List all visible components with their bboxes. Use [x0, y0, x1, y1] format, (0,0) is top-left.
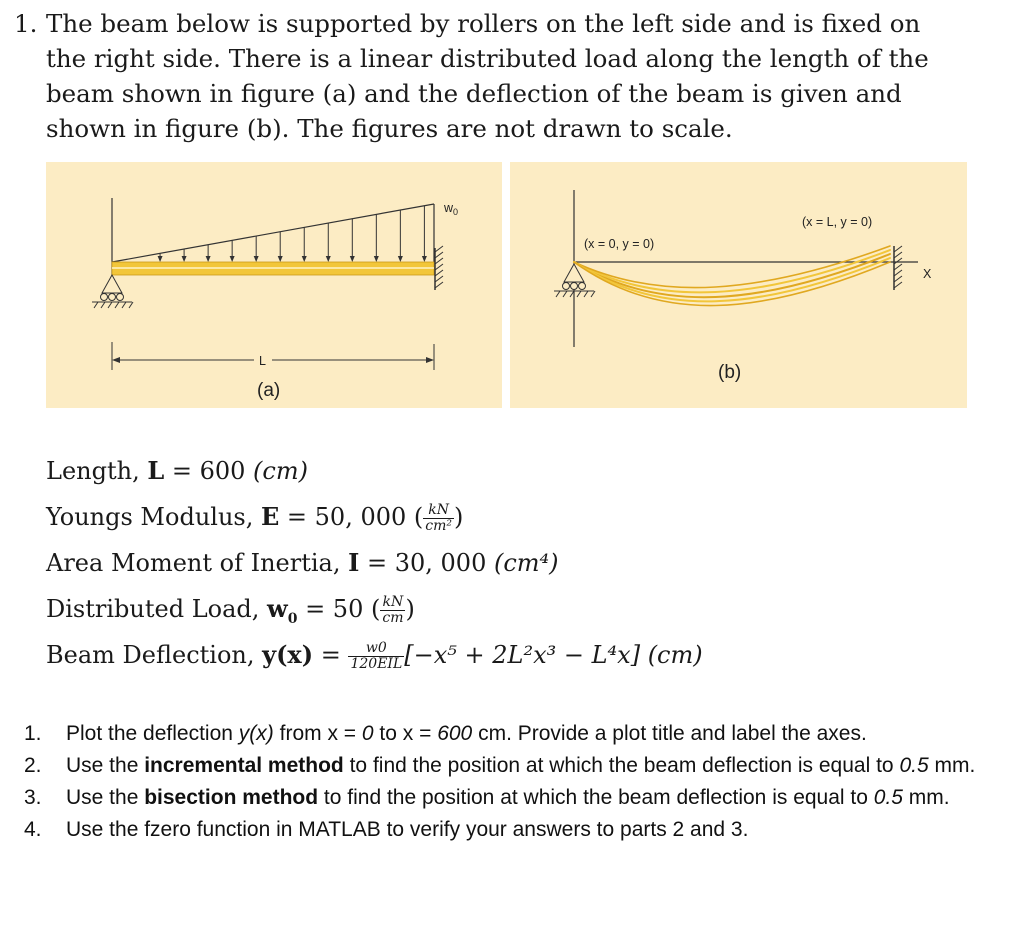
- task-number: 2.: [24, 754, 42, 777]
- task-number: 3.: [24, 786, 42, 809]
- beam-deflection-diagram: [510, 162, 967, 408]
- param-youngs-label: Youngs Modulus,: [46, 503, 261, 531]
- load-arrow-head: [374, 256, 379, 262]
- load-arrow-head: [182, 256, 187, 262]
- roller-support: [92, 275, 133, 308]
- param-load-symbol: $w_0$: [267, 594, 298, 627]
- task-item-1: [24, 718, 1014, 750]
- param-inertia-symbol: I: [348, 548, 360, 577]
- length-label: L: [259, 354, 266, 368]
- param-deflection-unit: (cm): [640, 641, 703, 669]
- param-load-value: = 50: [297, 595, 371, 623]
- load-arrow-head: [350, 256, 355, 262]
- task-text: Use the bisection method to find the position at which the beam deflection is equal to 0.5 mm.: [66, 786, 950, 809]
- param-length-symbol: L: [147, 456, 165, 485]
- param-deflection-eq: =: [313, 641, 349, 669]
- param-deflection-symbol: y(x): [262, 640, 314, 669]
- figure-a-caption: (a): [257, 380, 281, 401]
- task-item-2: [24, 750, 1014, 782]
- param-deflection-expr: [−x⁵ + 2L²x³ − L⁴x]: [404, 641, 641, 669]
- beam-load-diagram: [46, 162, 502, 408]
- load-arrows: [158, 206, 427, 262]
- start-point-label: (x = 0, y = 0): [584, 237, 655, 251]
- task-text: Use the fzero function in MATLAB to verify your answers to parts 2 and 3.: [66, 818, 749, 841]
- task-item-3: [24, 782, 1014, 814]
- task-text: Use the incremental method to find the position at which the beam deflection is equal to 0.5 mm.: [66, 754, 976, 777]
- problem-number: 1.: [14, 9, 38, 38]
- load-line: [112, 204, 434, 262]
- x-axis-label: X: [923, 267, 932, 281]
- param-youngs: Youngs Modulus, E = 50, 000 ( $\frac{kN}{\text{cm²}}$ ): [46, 502, 464, 534]
- load-arrow-head: [230, 256, 235, 262]
- load-arrow-head: [398, 256, 403, 262]
- deflected-beam: [574, 246, 890, 306]
- end-point-label: (x = L, y = 0): [802, 215, 873, 229]
- load-arrow-head: [206, 256, 211, 262]
- load-arrow-head: [254, 256, 259, 262]
- load-arrow-head: [158, 256, 163, 262]
- problem-line-2: the right side. There is a linear distributed load along the length of the: [46, 44, 929, 73]
- param-youngs-value: = 50, 000: [279, 503, 414, 531]
- param-length-label: Length,: [46, 457, 148, 485]
- task-text: Plot the deflection y(x) from x = 0 to x = 600 cm. Provide a plot title and label the axes.: [66, 722, 867, 745]
- param-length-unit: (cm): [253, 457, 308, 485]
- figure-b: [510, 162, 967, 408]
- task-item-4: [24, 814, 1014, 846]
- load-arrow-head: [278, 256, 283, 262]
- problem-line-3: beam shown in figure (a) and the deflection of the beam is given and: [46, 79, 902, 108]
- problem-line-4: shown in figure (b). The figures are not drawn to scale.: [46, 114, 733, 143]
- param-inertia: [46, 548, 559, 577]
- param-length: [46, 456, 308, 485]
- param-youngs-symbol: E: [260, 502, 280, 531]
- param-load-unit: $\frac{kN}{cm}$: [382, 594, 404, 626]
- param-load-label: Distributed Load,: [46, 595, 268, 623]
- param-inertia-unit: (cm⁴): [493, 549, 559, 577]
- param-load: Distributed Load, $w_0 = 50$ ( $\frac{kN}{cm}$ ): [46, 594, 415, 627]
- load-arrow-head: [302, 256, 307, 262]
- problem-line-1: The beam below is supported by rollers on the left side and is fixed on: [46, 9, 921, 38]
- param-deflection: [46, 640, 703, 672]
- load-arrow-head: [326, 256, 331, 262]
- param-inertia-label: Area Moment of Inertia,: [46, 549, 349, 577]
- param-deflection-coef: $\frac{w0}{\text{120EIL}}$: [350, 640, 403, 672]
- param-length-value: = 600: [164, 457, 254, 485]
- figure-a: [46, 162, 502, 408]
- param-youngs-unit: $\frac{kN}{\text{cm²}}$: [425, 502, 452, 534]
- figure-b-caption: (b): [718, 362, 742, 383]
- load-arrow-head: [422, 256, 427, 262]
- task-number: 4.: [24, 818, 42, 841]
- load-label: $w_0$: [444, 201, 459, 217]
- param-inertia-value: = 30, 000: [359, 549, 494, 577]
- task-number: 1.: [24, 722, 42, 745]
- param-deflection-label: Beam Deflection,: [46, 641, 263, 669]
- task-list: [24, 718, 1014, 846]
